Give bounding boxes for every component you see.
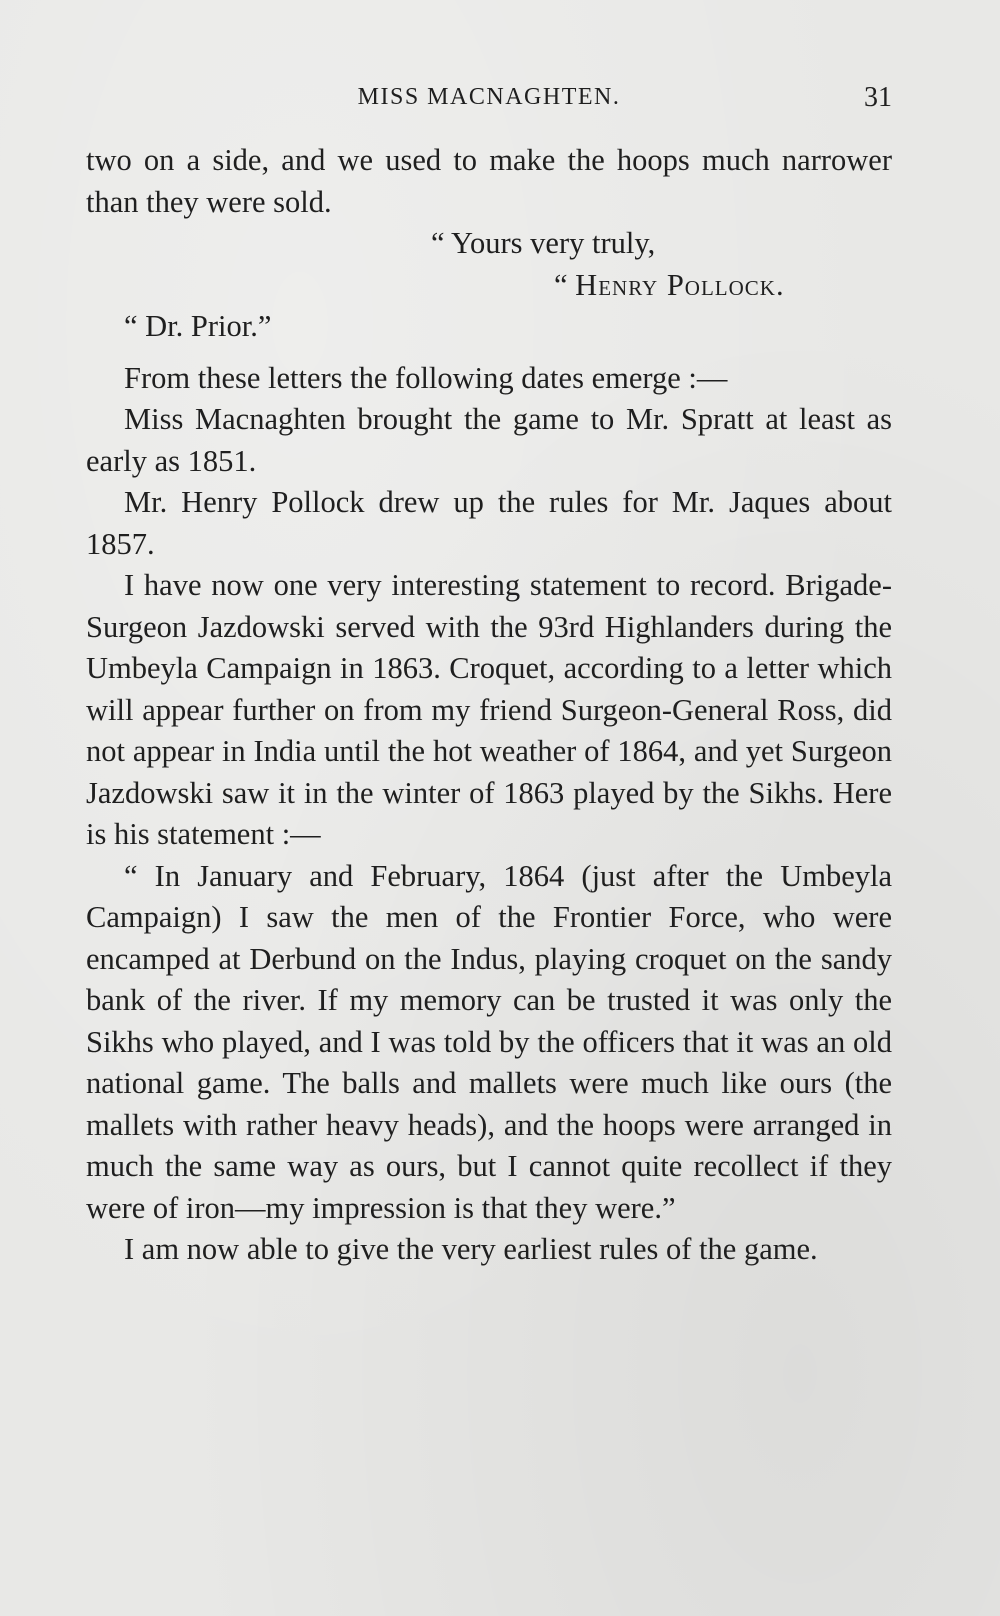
- letter-addressee: “ Dr. Prior.”: [124, 309, 272, 343]
- page-number: 31: [864, 82, 892, 113]
- paragraph: I have now one very interesting statement to record. Brigade-Surgeon Jazdowski served with the 93rd Highlanders during the Umbeyla Campaign in 1863. Croquet, according to a letter which will appear further on from my friend Surgeon-General Ross, did not appear in India until the hot weather of 1864, and yet Surgeon Jazdowski saw it in the winter of 1863 played by the Sikhs. Here is his statement :—: [86, 568, 892, 851]
- running-head: [86, 84, 892, 124]
- paragraph: I am now able to give the very earliest rules of the game.: [124, 1232, 818, 1266]
- paragraph: From these letters the following dates emerge :—: [124, 360, 728, 395]
- paragraph: Mr. Henry Pollock drew up the rules for Mr. Jaques about 1857.: [86, 485, 892, 561]
- letter-closing: “ Yours very truly,: [431, 226, 656, 260]
- paragraph: Miss Macnaghten brought the game to Mr. Spratt at least as early as 1851.: [86, 402, 892, 478]
- body-text: [86, 140, 892, 1271]
- signature-quote: “: [554, 267, 576, 302]
- running-title: MISS MACNAGHTEN.: [357, 84, 621, 110]
- signature-name: Henry Pollock.: [575, 267, 785, 302]
- paragraph-continued: two on a side, and we used to make the hoops much narrower than they were sold.: [86, 143, 892, 219]
- quoted-statement: “ In January and February, 1864 (just after the Umbeyla Campaign) I saw the men of the Frontier Force, who were encamped at Derbund on the Indus, playing croquet on the sandy bank of the river. If my memory can be trusted it was only the Sikhs who played, and I was told by the officers that it was an old national game. The balls and mallets were much like ours (the mallets with rather heavy heads), and the hoops were arranged in much the same way as ours, but I cannot quite recollect if they were of iron—my impression is that they were.”: [86, 858, 892, 1225]
- letter-signature: [86, 265, 892, 307]
